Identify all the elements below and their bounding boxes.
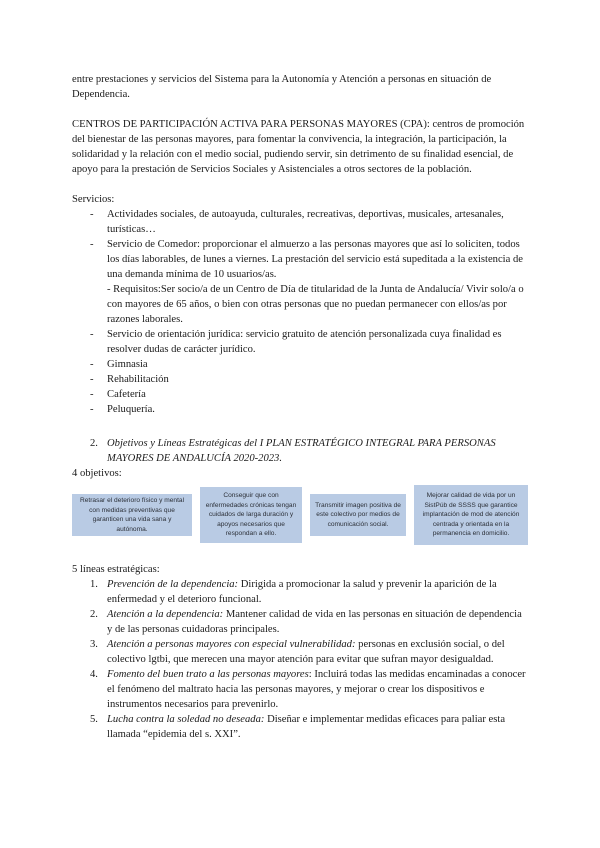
line-number: 1. [90,579,98,590]
line-text: : Incluirá todas las medidas encaminadas a conocer el fenómeno del maltrato hacia las personas mayores, y mejorar o crear los dispositivos e instrumentos necesarios para prevenirlo. [107,669,526,710]
service-item-cafeteria: - Cafetería [72,387,528,402]
line-text: Diseñar e implementar medidas eficaces para paliar esta llamada “epidemia del s. XXI”. [107,714,506,740]
section-2-number: 2. [90,438,98,449]
service-item-legal: - Servicio de orientación jurídica: servicio gratuito de atención personalizada cuya finalidad es resolver dudas de carácter jurídico. [72,327,528,357]
service-item-rehab: - Rehabilitación [72,372,528,387]
document-page [72,72,528,742]
service-item-dining [72,237,528,327]
line-number: 3. [90,639,98,650]
objective-box-4: Mejorar calidad de vida por un SistPúb de SSSS que garantice implantación de mod de atención centrada y orientada en la permanencia en domicilio. [414,485,528,545]
line-text: Mantener calidad de vida en las personas en situación de dependencia y de las personas cuidadoras principales. [107,609,522,635]
line-title: Lucha contra la soledad no deseada: [107,714,265,725]
objectives-diagram [72,485,528,545]
line-text: Dirigida a promocionar la salud y prevenir la aparición de la enfermedad y el deterioro funcional. [107,579,497,605]
section-2-title-text: Objetivos y Líneas Estratégicas del I PLAN ESTRATÉGICO INTEGRAL PARA PERSONAS MAYORES DE ANDALUCÍA 2020-2023. [107,438,496,464]
line-title: Prevención de la dependencia: [107,579,239,590]
line-title: Atención a personas mayores con especial vulnerabilidad: [107,639,356,650]
line-number: 4. [90,669,98,680]
strategic-line-2 [72,607,528,637]
strategic-line-5 [72,712,528,742]
strategic-lines-list [72,577,528,742]
line-title: Atención a la dependencia: [107,609,224,620]
service-item-dining-requirements: - Requisitos:Ser socio/a de un Centro de Día de titularidad de la Junta de Andalucía/ Vivir solo/a o con mayores de 65 años, o bien con otras personas que no puedan permanecer con ellos/as por razones laborales. [107,284,524,325]
cpa-paragraph [72,117,528,177]
cpa-text: centros de promoción del bienestar de las personas mayores, para fomentar la convivencia, la integración, la participación, la solidaridad y la relación con el medio social, pudiendo servir, sin detrimento de su finalidad esencial, de apoyo para la prestación de Servicios Sociales y Asistenciales a otros sectores de la población. [72,119,525,175]
service-item-gym: - Gimnasia [72,357,528,372]
objectives-label: 4 objetivos: [72,468,122,479]
section-2-title [72,436,528,466]
strategic-line-1 [72,577,528,607]
intro-paragraph: entre prestaciones y servicios del Sistema para la Autonomía y Atención a personas en situación de Dependencia. [72,74,492,100]
lines-label: 5 líneas estratégicas: [72,564,160,575]
cpa-heading: CENTROS DE PARTICIPACIÓN ACTIVA PARA PERSONAS MAYORES (CPA): [72,119,430,130]
line-text: personas en exclusión social, o del colectivo lgtbi, que merecen una mayor atención para evitar que sufran mayor desigualdad. [107,639,505,665]
strategic-line-3 [72,637,528,667]
objective-box-2: Conseguir que con enfermedades crónicas tengan cuidados de larga duración y apoyos necesarios que respondan a ello. [200,487,302,543]
services-label: Servicios: [72,194,115,205]
service-item-dining-text: Servicio de Comedor: proporcionar el almuerzo a las personas mayores que así lo soliciten, todos los días laborables, de lunes a viernes. La prestación del servicio está supeditada a la existencia de una demanda mínima de 10 usuarios/as. [107,239,523,280]
strategic-line-4 [72,667,528,712]
line-number: 2. [90,609,98,620]
service-item-activities: - Actividades sociales, de autoayuda, culturales, recreativas, deportivas, musicales, artesanales, turísticas… [72,207,528,237]
objective-box-3: Transmitir imagen positiva de este colectivo por medios de comunicación social. [310,494,406,536]
line-number: 5. [90,714,98,725]
objective-box-1: Retrasar el deterioro físico y mental con medidas preventivas que garanticen una vida sana y autónoma. [72,494,192,536]
services-list [72,207,528,417]
line-title: Fomento del buen trato a las personas mayores [107,669,309,680]
service-item-hairdresser: - Peluquería. [72,402,528,417]
